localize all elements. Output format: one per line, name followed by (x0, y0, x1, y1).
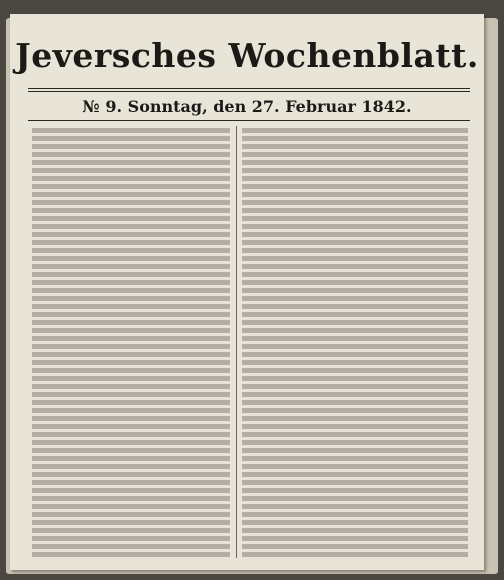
column-divider (236, 126, 237, 558)
masthead-rule-top-inner (28, 91, 470, 92)
issue-rule (28, 120, 470, 121)
masthead-title: Jeversches Wochenblatt. (15, 36, 479, 75)
newspaper-page (10, 14, 484, 570)
issue-line: № 9. Sonntag, den 27. Februar 1842. (82, 97, 412, 116)
masthead-rule-top (28, 88, 470, 89)
left-column (32, 128, 230, 558)
right-column-text (242, 128, 468, 558)
right-column (242, 128, 468, 558)
left-column-text (32, 128, 230, 558)
